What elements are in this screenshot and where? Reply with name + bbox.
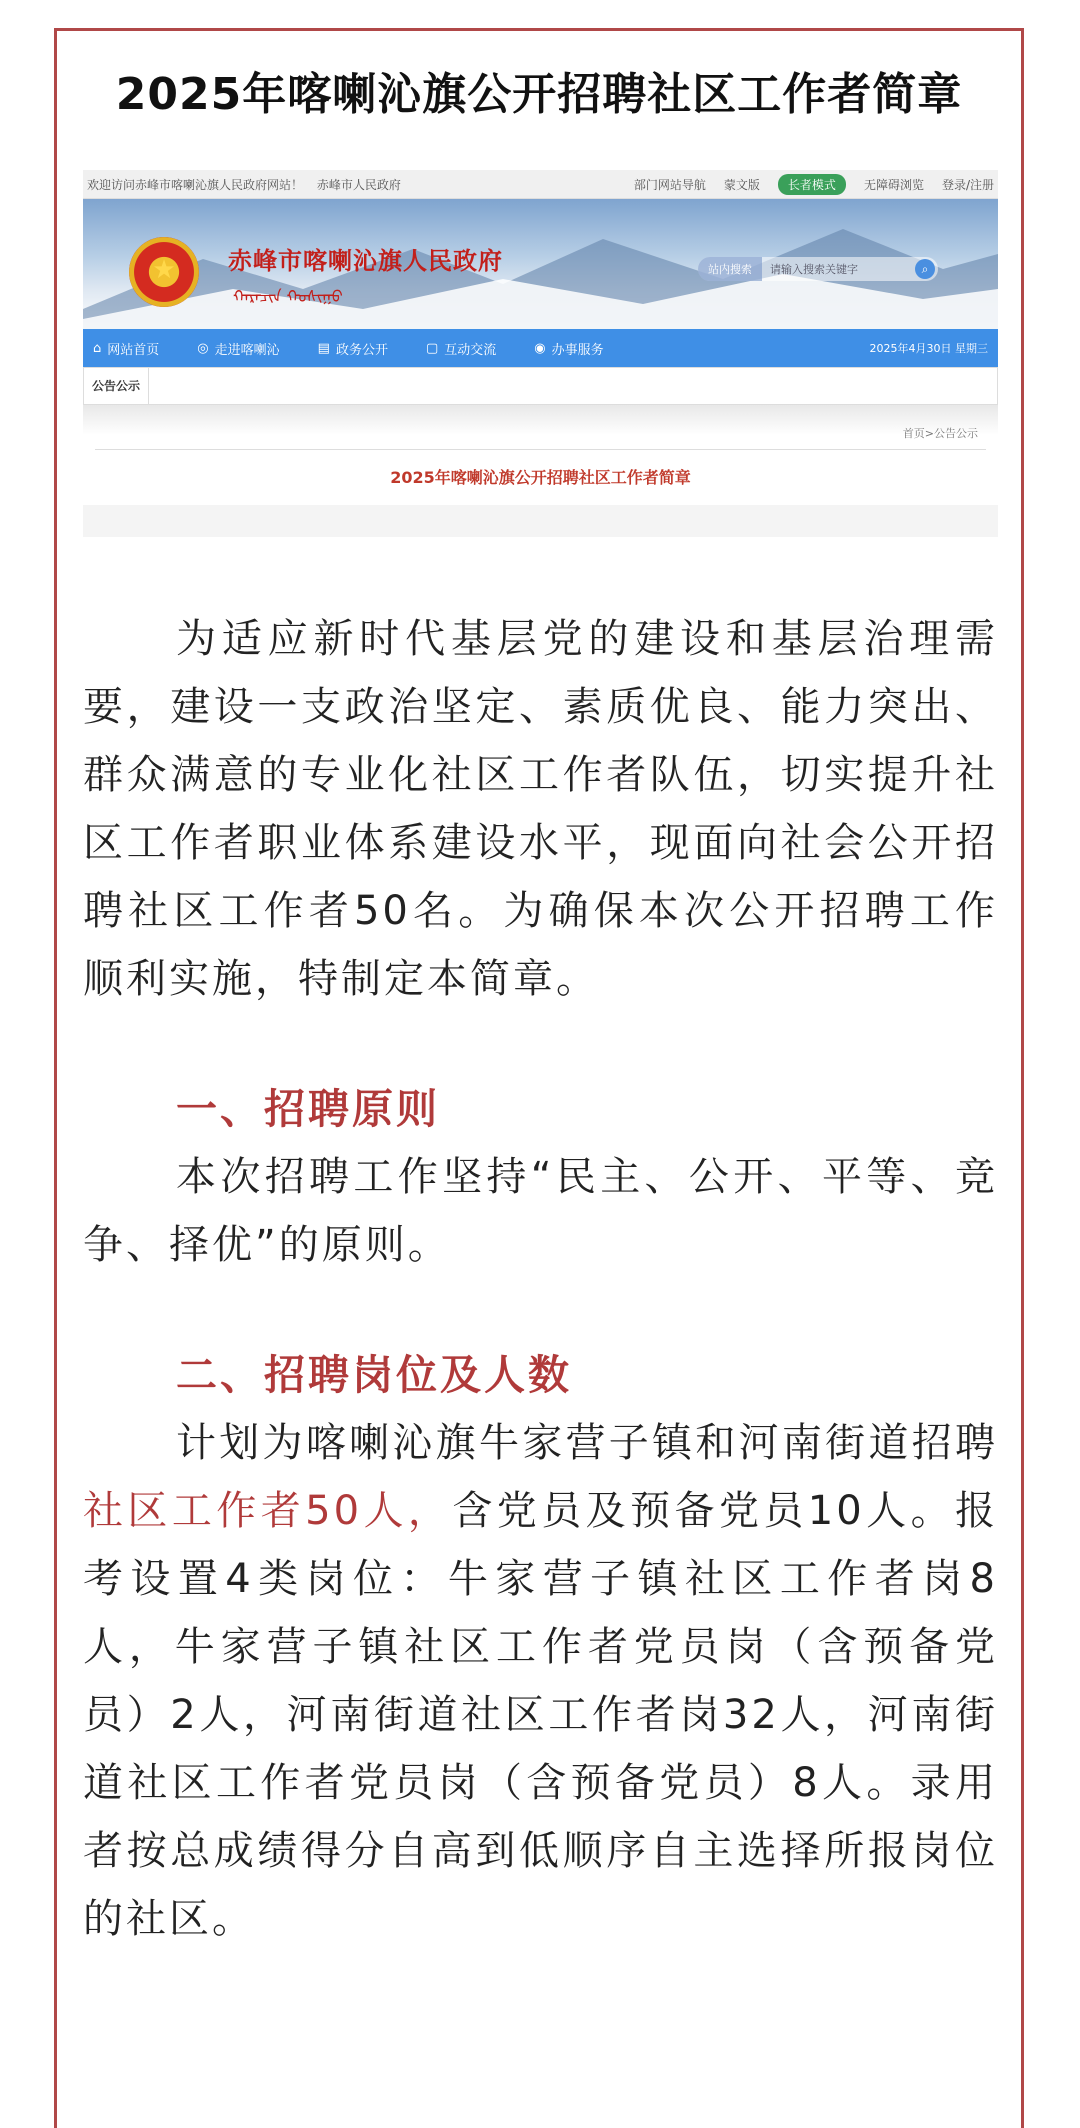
- nav-item-interaction[interactable]: ▢ 互动交流: [425, 340, 497, 358]
- site-search-box[interactable]: [698, 257, 938, 281]
- breadcrumb[interactable]: 首页>公告公示: [902, 427, 978, 440]
- section-heading-positions: 二、招聘岗位及人数: [176, 1351, 572, 1399]
- government-name: 赤峰市喀喇沁旗人民政府: [228, 247, 503, 275]
- document-icon: ▤: [317, 340, 330, 356]
- elder-mode-badge[interactable]: 长者模式: [778, 174, 846, 195]
- section-heading-principles: 一、招聘原则: [176, 1085, 440, 1133]
- site-date: 2025年4月30日 星期三: [869, 342, 988, 355]
- service-icon: ◉: [534, 340, 546, 356]
- nav-item-home[interactable]: ⌂ 网站首页: [93, 340, 160, 358]
- nav-item-services[interactable]: ◉ 办事服务: [534, 340, 604, 358]
- positions-text-b: 含党员及预备党员10人。报考设置4类岗位：牛家营子镇社区工作者岗8人，牛家营子镇社区工作者党员岗（含预备党员）2人，河南街道社区工作者岗32人，河南街道社区工作者党员岗（含预备党员）8人。录用者按总成绩得分自高到低顺序自主选择所报岗位的社区。: [83, 1488, 998, 1942]
- positions-text-a: 计划为喀喇沁旗牛家营子镇和河南街道招聘: [176, 1420, 998, 1466]
- search-label: 站内搜索: [698, 257, 762, 281]
- site-banner: [83, 199, 998, 329]
- sublink-text: 赤峰市人民政府: [316, 177, 401, 192]
- site-welcome-text: 欢迎访问赤峰市喀喇沁旗人民政府网站！ 赤峰市人民政府: [87, 177, 401, 192]
- intro-paragraph: 为适应新时代基层党的建设和基层治理需要，建设一支政治坚定、素质优良、能力突出、群众满意的专业化社区工作者队伍，切实提升社区工作者职业体系建设水平，现面向社会公开招聘社区工作者50名。为确保本次公开招聘工作顺利实施，特制定本简章。: [83, 616, 998, 1002]
- national-emblem-icon: ★: [129, 237, 199, 307]
- topbar-accessibility[interactable]: 无障碍浏览: [863, 177, 924, 192]
- principles-paragraph: 本次招聘工作坚持“民主、公开、平等、竞争、择优”的原则。: [83, 1154, 998, 1268]
- chat-icon: ▢: [425, 340, 439, 356]
- topbar-mongolian[interactable]: 蒙文版: [723, 177, 760, 192]
- location-icon: ◎: [197, 340, 209, 356]
- search-icon[interactable]: ⌕: [915, 259, 935, 279]
- site-topbar: [83, 170, 998, 199]
- search-input[interactable]: 请输入搜索关键字: [770, 263, 858, 276]
- topbar-dept-nav[interactable]: 部门网站导航: [633, 177, 706, 192]
- nav-item-about[interactable]: ◎ 走进喀喇沁: [197, 340, 280, 358]
- site-tabbar: [83, 367, 998, 405]
- document-body: [83, 605, 998, 1953]
- document-title: 2025年喀喇沁旗公开招聘社区工作者简章: [115, 69, 963, 120]
- nav-item-gov-affairs[interactable]: ▤ 政务公开: [317, 340, 388, 358]
- divider: [95, 449, 986, 450]
- site-main-nav: [83, 329, 998, 367]
- tab-announcements[interactable]: 公告公示: [84, 368, 149, 404]
- topbar-login[interactable]: 登录/注册: [941, 177, 994, 192]
- site-article-header: [83, 405, 998, 505]
- embedded-website-screenshot: [83, 170, 998, 537]
- article-title: 2025年喀喇沁旗公开招聘社区工作者简章: [390, 468, 691, 487]
- home-icon: ⌂: [93, 340, 102, 356]
- positions-highlight: 社区工作者50人，: [83, 1488, 453, 1534]
- positions-paragraph: [83, 1409, 998, 1953]
- mongolian-script-text: ᠬᠠᠷᠠᠴᠢᠨ ᠬᠣᠰᠢᠭᠤ: [233, 287, 343, 306]
